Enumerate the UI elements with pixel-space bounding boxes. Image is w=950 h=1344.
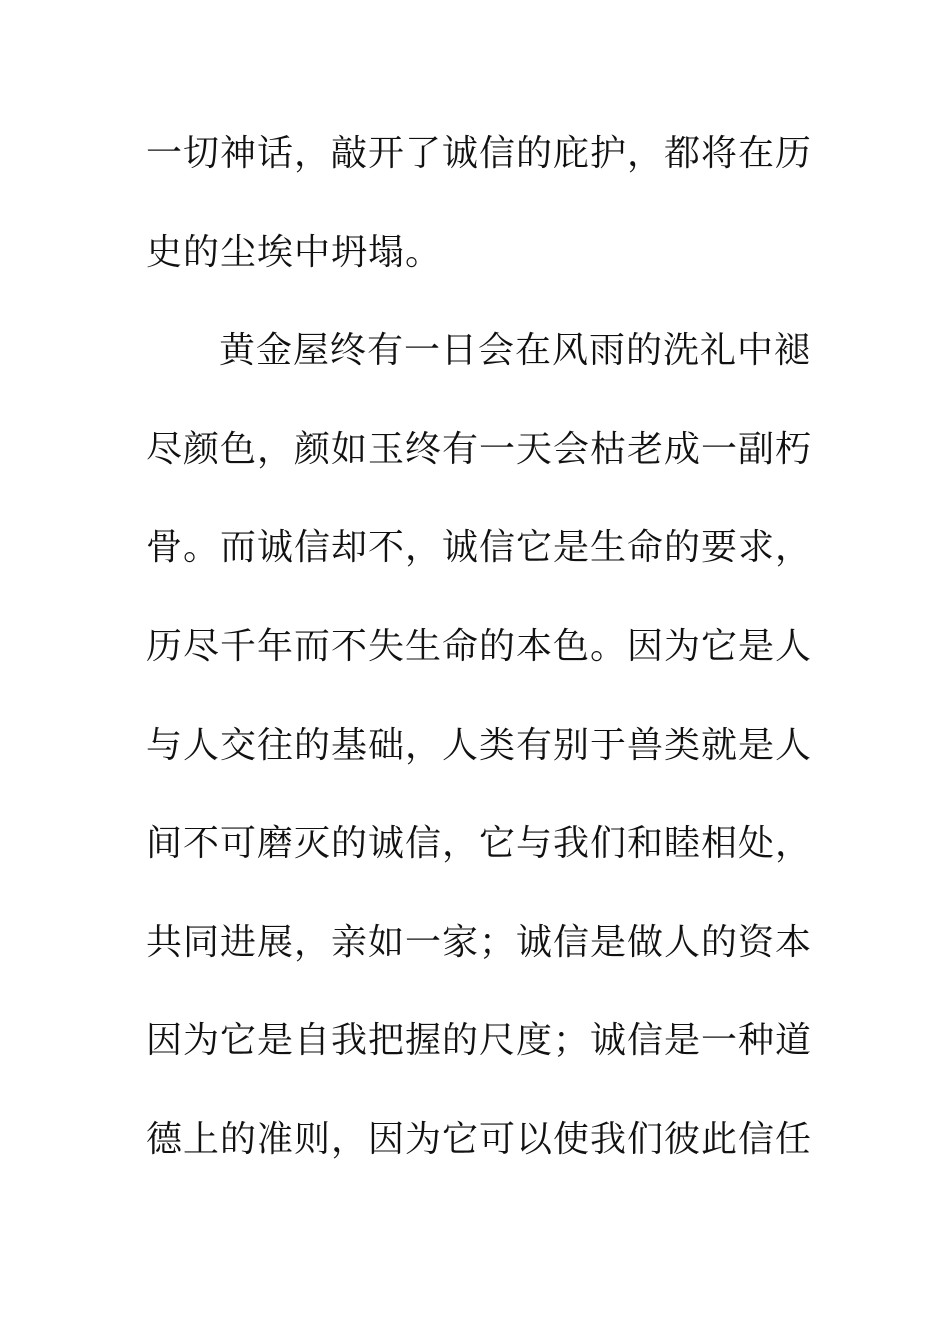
text-line: 因为它是自我把握的尺度；诚信是一种道	[146, 1020, 813, 1062]
text-line: 历尽千年而不失生命的本色。因为它是人	[146, 625, 813, 667]
paragraph-start-line: 黄金屋终有一日会在风雨的洗礼中褪	[219, 330, 812, 372]
text-line: 间不可磨灭的诚信，它与我们和睦相处，	[146, 823, 813, 865]
text-line: 德上的准则，因为它可以使我们彼此信任	[146, 1118, 813, 1160]
text-line: 共同进展，亲如一家；诚信是做人的资本	[146, 921, 813, 963]
text-line: 骨。而诚信却不，诚信它是生命的要求，	[146, 527, 813, 569]
text-line: 史的尘埃中坍塌。	[146, 231, 443, 273]
text-line: 一切神话，敲开了诚信的庇护，都将在历	[146, 133, 813, 174]
text-line: 尽颜色，颜如玉终有一天会枯老成一副朽	[146, 428, 813, 470]
text-line: 与人交往的基础，人类有别于兽类就是人	[146, 724, 813, 766]
body-text	[146, 122, 816, 1207]
